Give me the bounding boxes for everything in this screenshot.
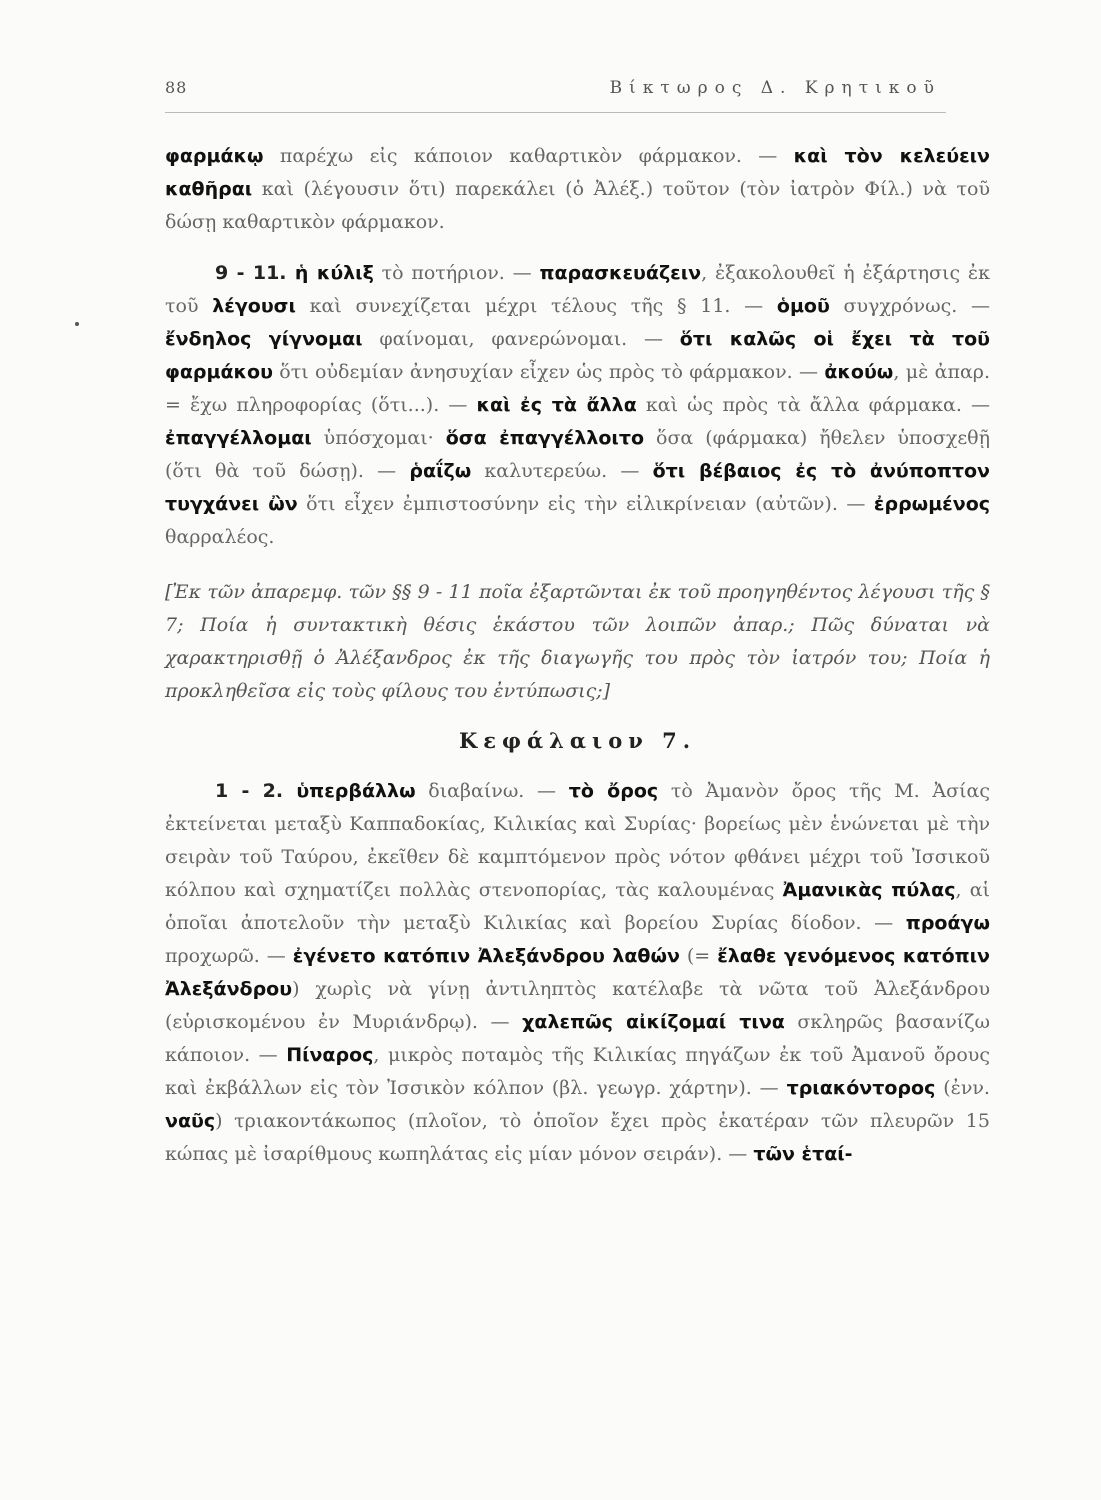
gloss: , ἐξακολουθεῖ ἡ ἐξάρτησις ἐκ τοῦ [165,262,990,317]
lemma: τὸ ὄρος [568,780,659,802]
lemma: ἐπαγγέλλομαι [165,427,312,449]
gloss: τὸ Ἀμανὸν ὄρος τῆς Μ. Ἀσίας ἐκτείνεται μεταξὺ Καππαδοκίας, Κιλικίας καὶ Συρίας· βορείως μὲν ἑνώνεται μὲ τὴν σειρὰν τοῦ Ταύρου, ἐκεῖθεν δὲ καμπτόμενον πρὸς νότον φθάνει μέχρι τοῦ Ἰσσικοῦ κόλπου καὶ σχηματίζει πολλὰς στενοπορίας, τὰς καλουμένας [165,780,991,901]
lemma: ἡ κύλιξ [286,262,374,284]
lemma: ὅσα ἐπαγγέλλοιτο [445,427,645,449]
chapter-title: Κεφάλαιον 7. [458,728,697,753]
lemma: ἔλαθε γενόμενος κατόπιν Ἀλεξάνδρου [165,945,991,1000]
lemma: καὶ ἐς τὰ ἄλλα [476,394,637,416]
gloss: ὅτι εἶχεν ἐμπιστοσύνην εἰς τὴν εἰλικρίνειαν (αὐτῶν). — [297,493,874,515]
lemma: χαλεπῶς αἰκίζομαί τινα [522,1011,785,1033]
gloss: καὶ συνεχίζεται μέχρι τέλους τῆς § 11. — [295,295,777,317]
lemma: ὁμοῦ [776,295,830,317]
gloss: (ἐνν. [935,1077,990,1099]
page-body [165,140,990,1171]
section-number: 1 - 2. [215,780,284,802]
lemma: λέγουσι [212,295,296,317]
gloss: καὶ (λέγουσιν ὅτι) παρεκάλει (ὁ Ἀλέξ.) τοῦτον (τὸν ἰατρὸν Φίλ.) νὰ τοῦ δώσῃ καθαρτικὸν φάρμακον. [165,178,990,233]
questions-paragraph: [Ἐκ τῶν ἀπαρεμφ. τῶν §§ 9 - 11 ποῖα ἐξαρτῶνται ἐκ τοῦ προηγηθέντος λέγουσι τῆς § 7; Ποία ἡ συντακτικὴ θέσις ἑκάστου τῶν λοιπῶν ἀπαρ.; Πῶς δύναται νὰ χαρακτηρισθῇ ὁ Ἀλέξανδρος ἐκ τῆς διαγωγῆς του πρὸς τὸν ἰατρόν του; Ποία ἡ προκληθεῖσα εἰς τοὺς φίλους του ἐντύπωσις;] [165,581,990,702]
gloss: ὅτι οὐδεμίαν ἀνησυχίαν εἶχεν ὡς πρὸς τὸ φάρμακον. — [272,361,825,383]
gloss: ) χωρὶς νὰ γίνῃ ἀντιληπτὸς κατέλαβε τὰ νῶτα τοῦ Ἀλεξάνδρου (εὑρισκομένου ἐν Μυριάνδρῳ). — [165,978,990,1033]
gloss: φαίνομαι, φανερώνομαι. — [362,328,680,350]
lemma: ἀκούω [824,361,894,383]
lemma: ναῦς [165,1110,216,1132]
gloss: ). — [738,1077,787,1099]
gloss: σκληρῶς βασανίζω κάποιον. — [165,1011,991,1066]
gloss: ὑπόσχομαι· [311,427,446,449]
gloss: θαρραλέος. [165,526,275,548]
lemma: ἔνδηλος γίγνομαι [165,328,363,350]
gloss: διαβαίνω. — [415,780,569,802]
gloss: ) τριακοντάκωπος (πλοῖον, τὸ ὁποῖον ἔχει πρὸς ἑκατέραν τῶν πλευρῶν 15 κώπας μὲ ἰσαρίθμους κωπηλάτας εἰς μίαν μόνον σειράν). — [165,1110,990,1165]
lemma: προάγω [905,912,990,934]
lemma: Ἀμανικὰς πύλας [782,879,956,901]
gloss: , μὲ ἀπαρ. = ἔχω πληροφορίας (ὅτι...). — [165,361,990,416]
paragraph-commentary-1-2 [165,775,990,1171]
section-number: 9 - 11. [215,262,287,284]
gloss: καὶ ὡς πρὸς τὰ ἄλλα φάρμακα. — [636,394,991,416]
page-header [165,78,941,108]
margin-dot [75,322,79,326]
gloss: συγχρόνως. — [829,295,990,317]
lemma: ὅτι βέβαιος ἐς τὸ ἀνύποπτον τυγχάνει ὢν [165,460,990,515]
lemma: ἐγένετο κατόπιν Ἀλεξάνδρου λαθών [292,945,680,967]
lemma: Πίναρος [286,1044,374,1066]
lemma: καὶ τὸν κελεύειν καθῆραι [165,145,990,200]
gloss: (= [679,945,718,967]
gloss: , αἱ ὁποῖαι ἀποτελοῦν τὴν μεταξὺ Κιλικίας καὶ βορείου Συρίας δίοδον. — [165,879,990,934]
lemma: τριακόντορος [786,1077,936,1099]
gloss: βλ. γεωγρ. χάρτην [559,1077,739,1099]
gloss: προχωρῶ. — [165,945,293,967]
paragraph-commentary-9-11 [165,257,990,554]
page-number: 88 [165,78,188,97]
lemma: ἐρρωμένος [873,493,991,515]
header-rule [165,112,946,113]
gloss: καλυτερεύω. — [471,460,653,482]
gloss: τὸ ποτήριον. — [373,262,540,284]
gloss: παρέχω εἰς κάποιον καθαρτικὸν φάρμακον. — [263,145,794,167]
running-title: Βίκτωρος Δ. Κρητικοῦ [609,78,941,98]
gloss: , μικρὸς ποταμὸς τῆς Κιλικίας πηγάζων ἐκ τοῦ Ἀμανοῦ ὄρους καὶ ἐκβάλλων εἰς τὸν Ἰσσικὸν κόλπον ( [165,1044,990,1099]
lemma: ὑπερβάλλω [283,780,416,802]
lemma: τῶν ἑταί- [753,1143,853,1165]
lemma: ῥαΐζω [409,460,472,482]
lemma: φαρμάκῳ [165,145,264,167]
lemma: ὅτι καλῶς οἱ ἔχει τὰ τοῦ φαρμάκου [165,328,990,383]
lemma: παρασκευάζειν [539,262,702,284]
paragraph-commentary-1 [165,140,990,239]
gloss: ὅσα (φάρμακα) ἤθελεν ὑποσχεθῇ (ὅτι θὰ τοῦ δώσῃ). — [165,427,990,482]
